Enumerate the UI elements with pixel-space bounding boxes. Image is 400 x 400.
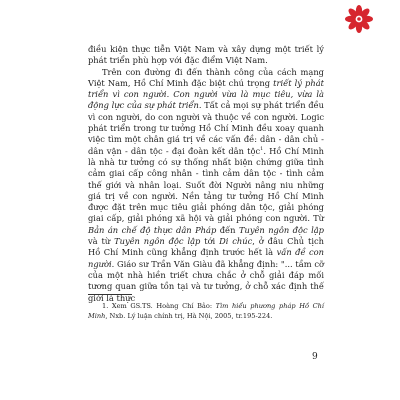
paragraph-2-text: và từ [88,236,115,247]
paragraph-2-text: . Giáo sư Trần Văn Giàu đã khẳng định: "... tầm cỡ của một nhà hiền triết chưa chắc ở chỗ giải đáp mối tương quan giữa tồn tại và tư tưởng, ở chỗ xác định thế giới là thực [88,258,324,303]
paragraph-1: điều kiện thực tiễn Việt Nam và xây dựng một triết lý phát triển phù hợp với đặc điểm Việt Nam. [88,44,324,66]
lotus-flower-icon [344,4,374,34]
work-title: Tuyên ngôn độc lập [114,236,201,247]
work-title: Bản án chế độ thực dân Pháp [88,224,217,235]
footnote-divider [88,294,132,295]
paragraph-2 [88,67,324,304]
emphasis-philosophy: triết lý phát triển vì con người. Con người vừa là mục tiêu, vừa là động lực của sự phát triển. [88,77,324,111]
footnote-suffix: , Nxb. Lý luận chính trị, Hà Nội, 2005, tr.195-224. [105,312,273,320]
body-text [88,44,324,304]
footnote-reference[interactable]: 1 [260,145,264,152]
footnote-prefix: 1. Xem GS.TS. Hoàng Chí Bảo: [102,302,216,310]
paragraph-2-text: tới [200,236,220,247]
emphasis-human-issue: vấn đề con người [88,247,324,269]
paragraph-2-text: đến [216,224,239,235]
work-title: Tuyên ngôn độc lập [238,224,324,235]
footnote-title: Tìm hiểu phương pháp Hồ Chí Minh [88,302,325,320]
work-title: Di chúc [219,236,253,247]
page-number: 9 [312,352,318,362]
paragraph-2-text: , ở đâu Chủ tịch Hồ Chí Minh cũng khẳng định trước hết là [88,236,324,258]
footnote [88,301,324,321]
paragraph-2-text: . Hồ Chí Minh là nhà tư tưởng có sự thống nhất biện chứng giữa tình cảm giai cấp công nhân - tình cảm dân tộc - tình cảm thế giới và nhân loại. Suốt đời Người nâng niu những giá trị về con người. Nền tảng tư tưởng Hồ Chí Minh được đặt trên mục tiêu giải phóng dân tộc, giải phóng giai cấp, giải phóng xã hội và giải phóng con người. Từ [88,145,325,224]
paragraph-2-text: Trên con đường đi đến thành công của cách mạng Việt Nam, Hồ Chí Minh đặc biệt chú trọng [88,66,324,88]
paragraph-2-text: Tất cả mọi sự phát triển đều vì con người, do con người và thuộc về con người. Logic phát triển trong tư tưởng Hồ Chí Minh đều xoay quanh việc tìm một chân giá trị về các vấn đề: dân - dân chủ - dân vận - dân tộc - đại đoàn kết dân tộc [88,100,324,156]
